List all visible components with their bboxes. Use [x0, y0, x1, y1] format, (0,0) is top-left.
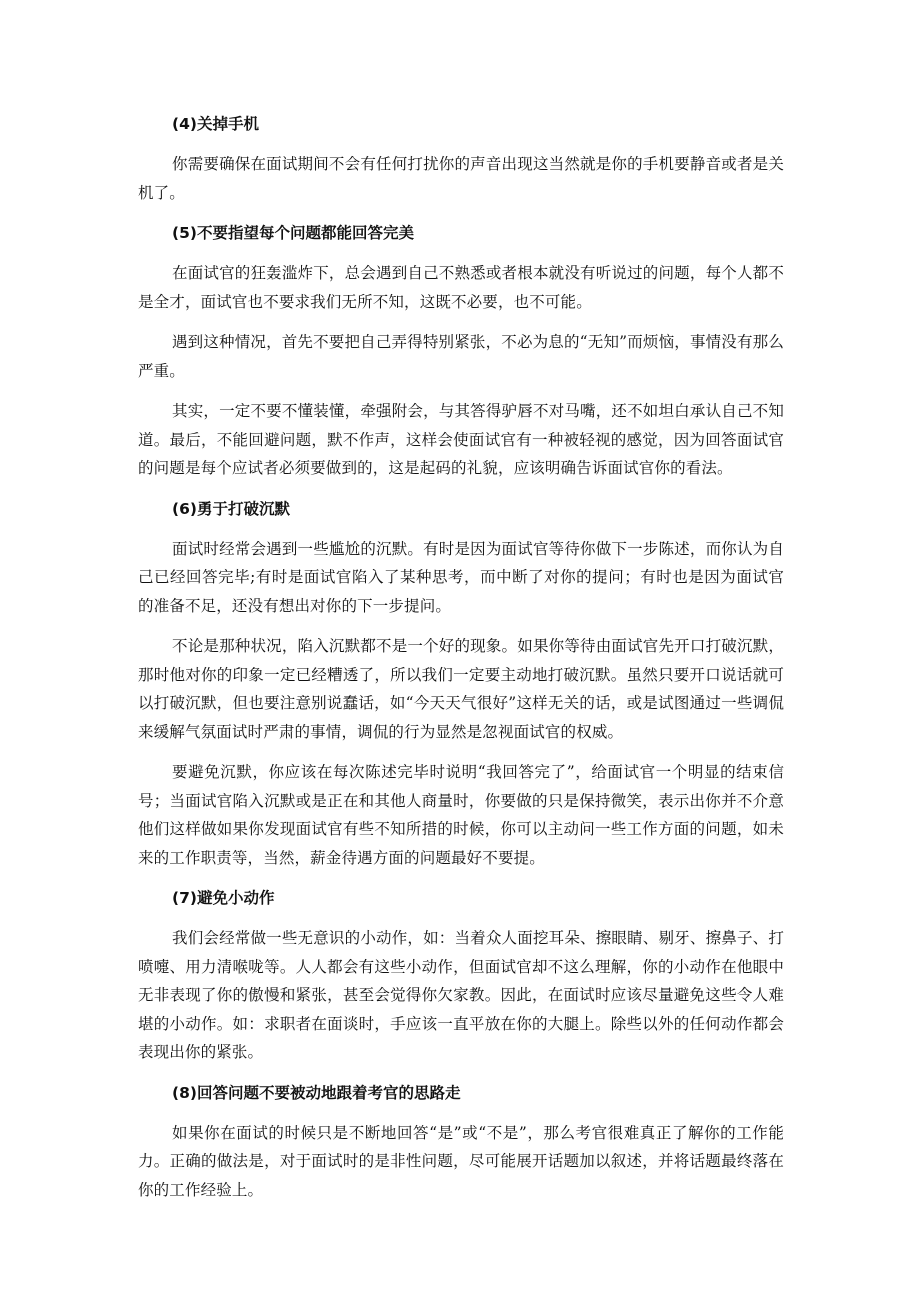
section-4	[138, 110, 784, 207]
section-7	[138, 884, 784, 1067]
paragraph: 遇到这种情况，首先不要把自己弄得特别紧张，不必为息的“无知”而烦恼，事情没有那么严重。	[138, 333, 784, 380]
section-5	[138, 219, 784, 483]
section-heading: (6)勇于打破沉默	[172, 499, 290, 518]
section-heading: (5)不要指望每个问题都能回答完美	[172, 224, 414, 242]
document-page	[138, 110, 784, 1216]
paragraph: 如果你在面试的时候只是不断地回答“是”或“不是”，那么考官很难真正了解你的工作能力。正确的做法是，对于面试时的是非性问题，尽可能展开话题加以叙述，并将话题最终落在你的工作经验上。	[138, 1123, 784, 1199]
paragraph: 面试时经常会遇到一些尴尬的沉默。有时是因为面试官等待你做下一步陈述，而你认为自己已经回答完毕;有时是面试官陷入了某种思考，而中断了对你的提问；有时也是因为面试官的准备不足，还没有想出对你的下一步提问。	[138, 539, 784, 615]
section-8	[138, 1079, 784, 1205]
section-6	[138, 495, 784, 873]
paragraph: 在面试官的狂轰滥炸下，总会遇到自己不熟悉或者根本就没有听说过的问题，每个人都不是全才，面试官也不要求我们无所不知，这既不必要，也不可能。	[138, 264, 784, 311]
paragraph: 你需要确保在面试期间不会有任何打扰你的声音出现这当然就是你的手机要静音或者是关机了。	[138, 155, 784, 202]
section-heading: (7)避免小动作	[172, 889, 275, 907]
paragraph: 要避免沉默，你应该在每次陈述完毕时说明“我回答完了”，给面试官一个明显的结束信号；当面试官陷入沉默或是正在和其他人商量时，你要做的只是保持微笑，表示出你并不介意他们这样做如果你发现面试官有些不知所措的时候，你可以主动问一些工作方面的问题，如未来的工作职责等，当然，薪金待遇方面的问题最好不要提。	[138, 763, 784, 867]
section-heading: (4)关掉手机	[172, 115, 259, 133]
paragraph: 其实，一定不要不懂装懂，牵强附会，与其答得驴唇不对马嘴，还不如坦白承认自己不知道。最后，不能回避问题，默不作声，这样会使面试官有一种被轻视的感觉，因为回答面试官的问题是每个应试者必须要做到的，这是起码的礼貌，应该明确告诉面试官你的看法。	[138, 402, 784, 477]
paragraph: 不论是那种状况，陷入沉默都不是一个好的现象。如果你等待由面试官先开口打破沉默，那时他对你的印象一定已经糟透了，所以我们一定要主动地打破沉默。虽然只要开口说话就可以打破沉默，但也要注意别说蠢话，如“今天天气很好”这样无关的话，或是试图通过一些调侃来缓解气氛面试时严肃的事情，调侃的行为显然是忽视面试官的权威。	[138, 637, 784, 741]
paragraph: 我们会经常做一些无意识的小动作，如：当着众人面挖耳朵、擦眼睛、剔牙、擦鼻子、打喷嚏、用力清喉咙等。人人都会有这些小动作，但面试官却不这么理解，你的小动作在他眼中无非表现了你的傲慢和紧张，甚至会觉得你欠家教。因此，在面试时应该尽量避免这些令人难堪的小动作。如：求职者在面谈时，手应该一直平放在你的大腿上。除些以外的任何动作都会表现出你的紧张。	[138, 929, 784, 1061]
section-heading: (8)回答问题不要被动地跟着考官的思路走	[172, 1083, 461, 1102]
